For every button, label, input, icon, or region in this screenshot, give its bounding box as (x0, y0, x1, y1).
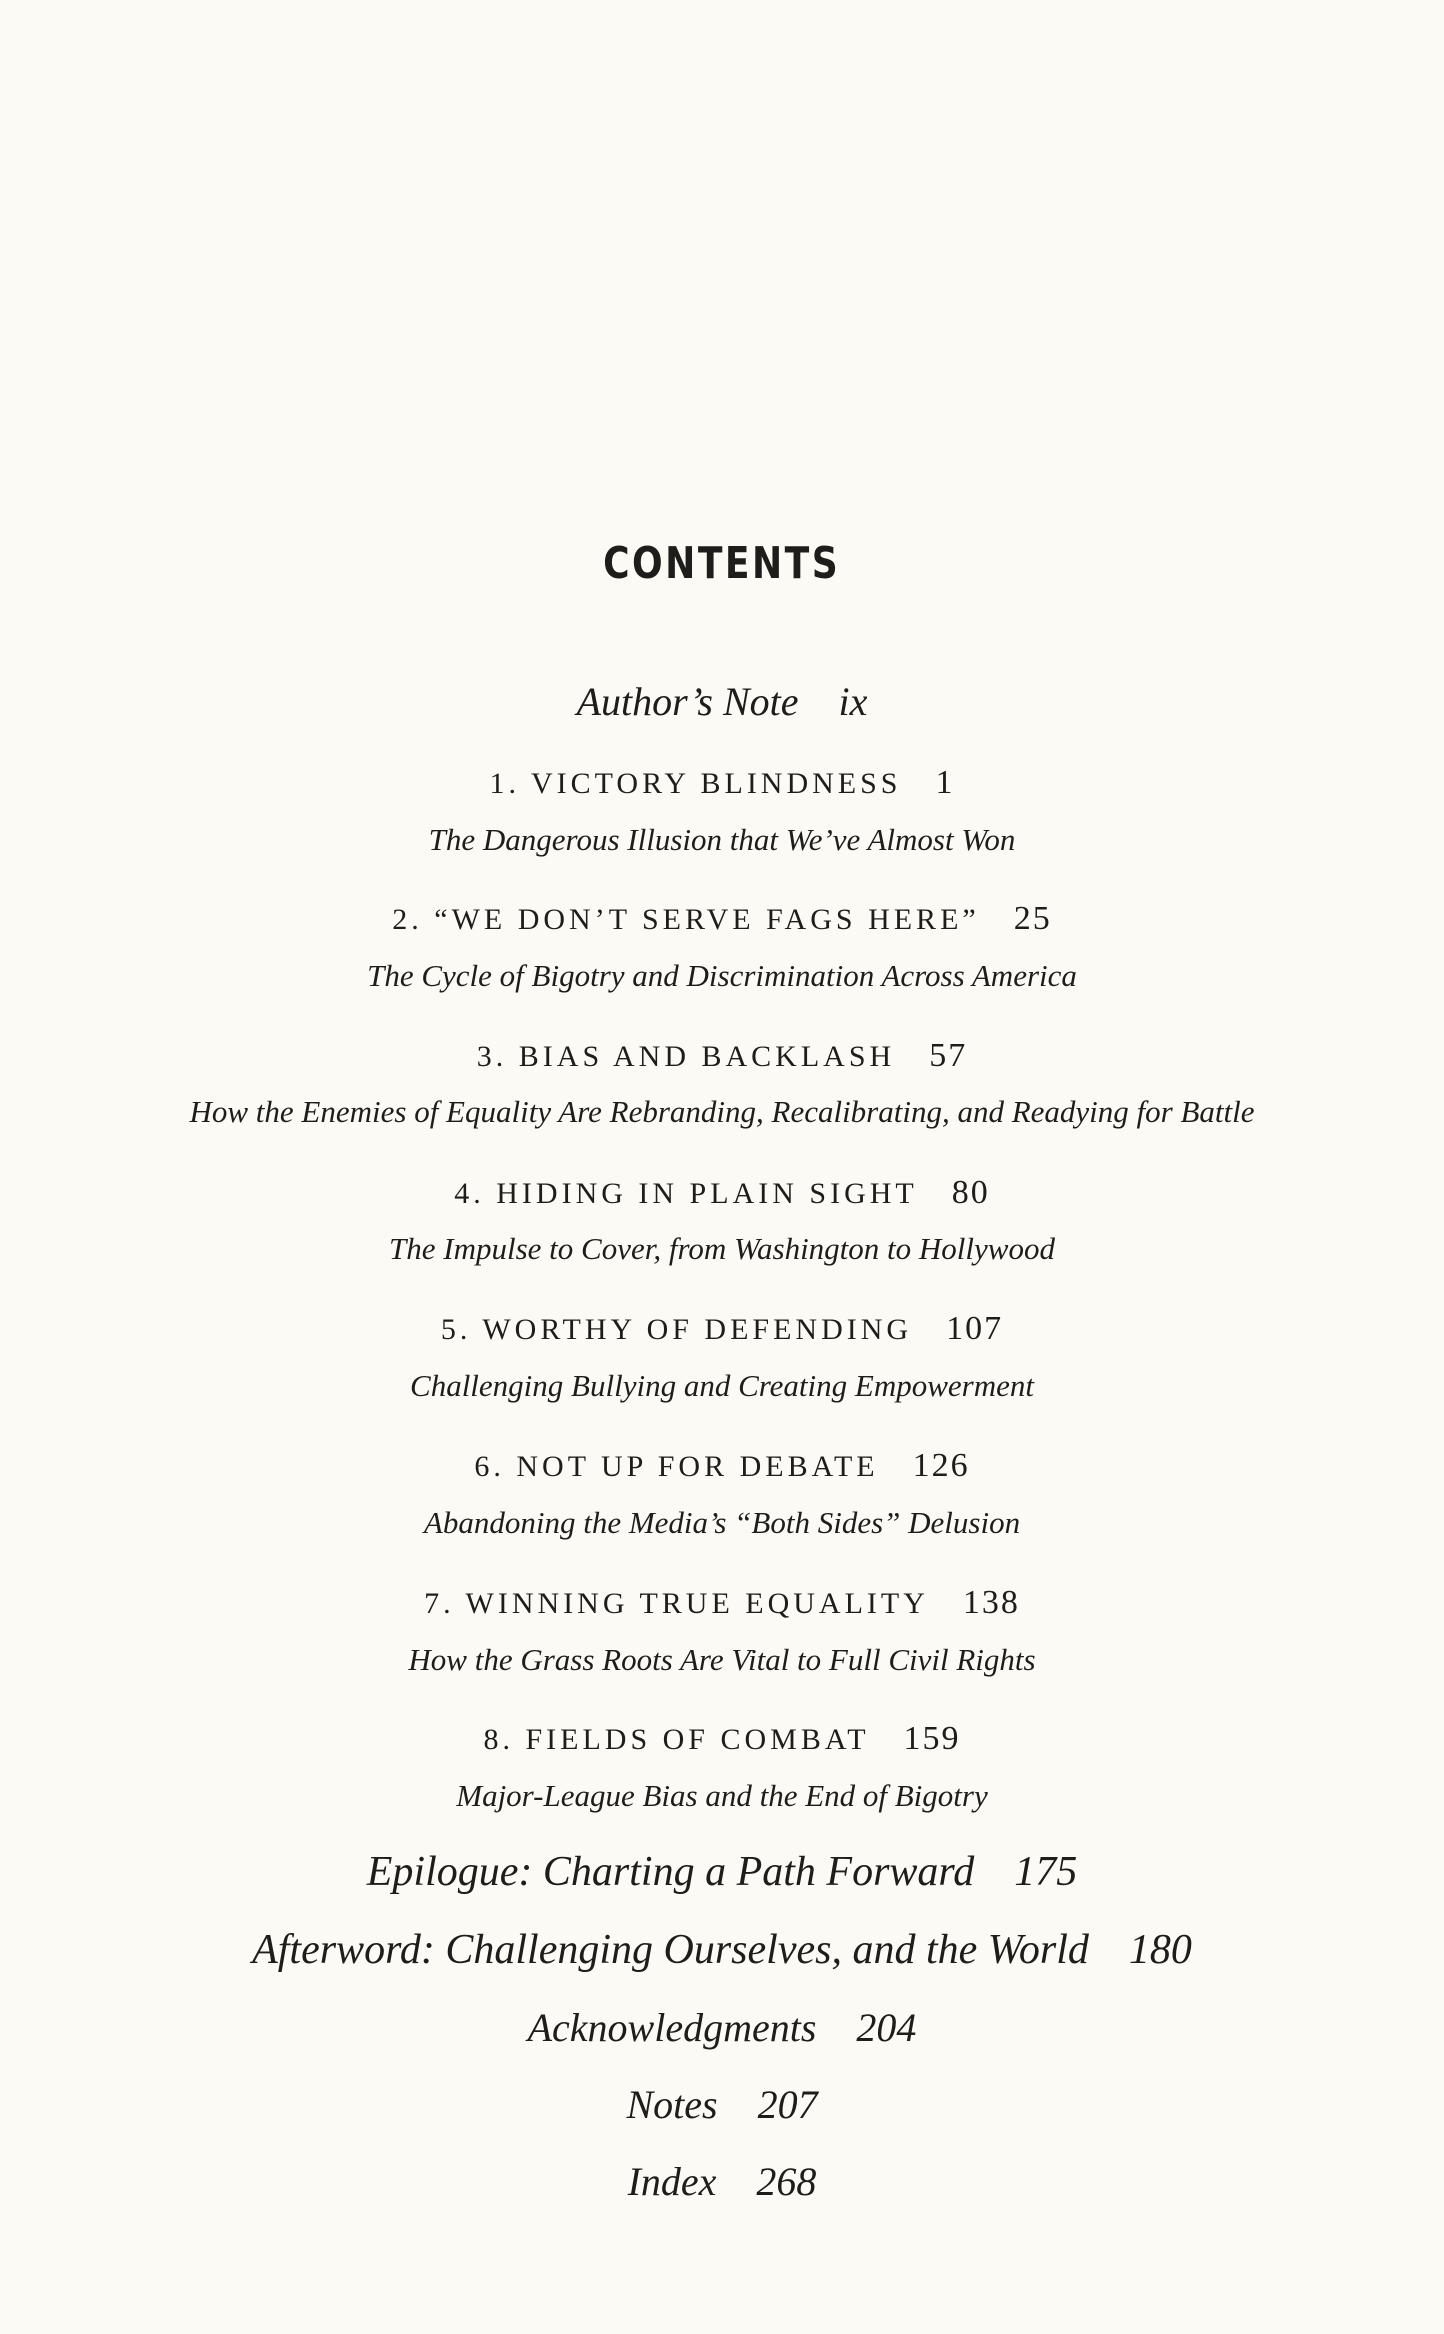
toc-chapter-3[interactable] (0, 1037, 1444, 1075)
chapter-page: 25 (1013, 900, 1052, 937)
entry-page: 268 (756, 2159, 817, 2204)
toc-entry-afterword[interactable] (0, 1926, 1444, 1974)
toc-chapter-7[interactable] (0, 1584, 1444, 1622)
toc-entry-authors-note[interactable] (0, 678, 1444, 725)
entry-page: 207 (757, 2082, 818, 2127)
toc-chapter-3-subtitle: How the Enemies of Equality Are Rebranding, Recalibrating, and Readying for Battle (189, 1094, 1255, 1129)
toc-chapter-6[interactable] (0, 1447, 1444, 1485)
entry-page: ix (838, 679, 868, 724)
entry-page: 175 (1014, 1849, 1078, 1895)
toc-chapter-4[interactable] (0, 1174, 1444, 1212)
entry-page: 180 (1128, 1927, 1192, 1973)
chapter-heading: 3. BIAS AND BACKLASH (476, 1040, 896, 1073)
entry-label: Author’s Note (576, 679, 799, 724)
chapter-page: 80 (951, 1174, 990, 1211)
chapter-heading: 4. HIDING IN PLAIN SIGHT (454, 1177, 918, 1210)
toc-chapter-5[interactable] (0, 1310, 1444, 1348)
chapter-heading: 1. VICTORY BLINDNESS (489, 767, 902, 800)
toc-chapter-4-subtitle: The Impulse to Cover, from Washington to Hollywood (389, 1231, 1055, 1266)
entry-label: Index (627, 2159, 717, 2204)
toc-chapter-8-subtitle: Major-League Bias and the End of Bigotry (456, 1778, 988, 1813)
chapter-heading: 5. WORTHY OF DEFENDING (440, 1313, 913, 1346)
entry-label: Afterword: Challenging Ourselves, and the World (252, 1927, 1089, 1973)
toc-chapter-1[interactable] (0, 764, 1444, 802)
chapter-heading: 6. NOT UP FOR DEBATE (474, 1450, 879, 1483)
toc-chapter-1-subtitle: The Dangerous Illusion that We’ve Almost Won (428, 822, 1016, 857)
toc-chapter-2-subtitle: The Cycle of Bigotry and Discrimination Across America (367, 958, 1077, 993)
chapter-page: 126 (912, 1447, 970, 1484)
entry-label: Acknowledgments (527, 2005, 817, 2050)
toc-chapter-7-subtitle: How the Grass Roots Are Vital to Full Civil Rights (408, 1642, 1036, 1677)
toc-chapter-2[interactable] (0, 900, 1444, 938)
entry-label: Epilogue: Charting a Path Forward (366, 1849, 975, 1895)
entry-page: 204 (856, 2005, 917, 2050)
toc-entry-epilogue[interactable] (0, 1848, 1444, 1896)
toc-entry-notes[interactable] (0, 2081, 1444, 2128)
chapter-page: 57 (929, 1037, 968, 1074)
chapter-page: 1 (935, 764, 955, 801)
toc-entry-acknowledgments[interactable] (0, 2004, 1444, 2051)
chapter-page: 107 (946, 1310, 1004, 1347)
chapter-heading: 2. “WE DON’T SERVE FAGS HERE” (392, 903, 980, 936)
chapter-page: 138 (962, 1584, 1020, 1621)
entry-label: Notes (626, 2082, 718, 2127)
chapter-page: 159 (903, 1720, 961, 1757)
chapter-heading: 8. FIELDS OF COMBAT (483, 1723, 870, 1756)
toc-entry-index[interactable] (0, 2158, 1444, 2205)
contents-title: CONTENTS (603, 538, 841, 589)
toc-chapter-5-subtitle: Challenging Bullying and Creating Empowerment (410, 1368, 1034, 1403)
toc-chapter-8[interactable] (0, 1720, 1444, 1758)
chapter-heading: 7. WINNING TRUE EQUALITY (424, 1587, 929, 1620)
toc-chapter-6-subtitle: Abandoning the Media’s “Both Sides” Delusion (423, 1505, 1021, 1540)
